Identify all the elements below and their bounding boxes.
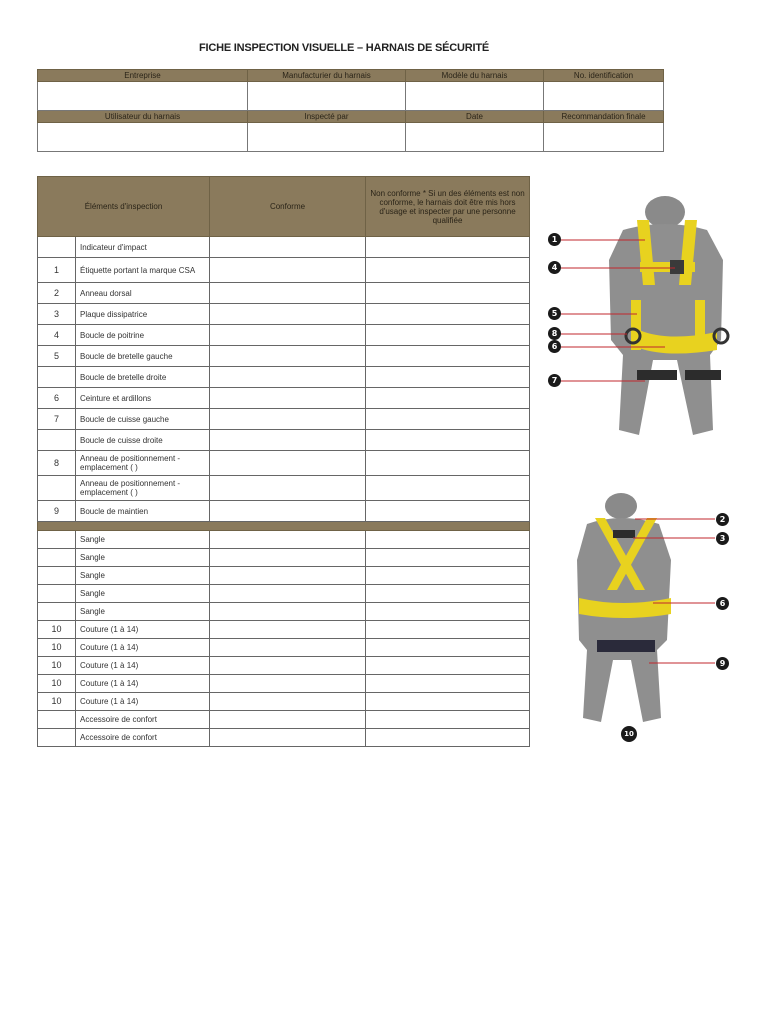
non-conforme-cell[interactable] (366, 657, 530, 675)
conforme-cell[interactable] (210, 585, 366, 603)
row-label: Sangle (76, 549, 210, 567)
table-row (38, 675, 530, 693)
front-label-8: 8 (548, 327, 561, 340)
conforme-cell[interactable] (210, 711, 366, 729)
modele-field[interactable] (406, 82, 544, 111)
inspection-table (37, 176, 530, 747)
table-row (38, 388, 530, 409)
harness-back-illustration (575, 490, 745, 745)
row-label: Boucle de cuisse gauche (76, 409, 210, 430)
row-number (38, 711, 76, 729)
conforme-cell[interactable] (210, 367, 366, 388)
conforme-cell[interactable] (210, 639, 366, 657)
row-number: 8 (38, 451, 76, 476)
harness-back-drawing (575, 490, 745, 745)
row-label: Sangle (76, 531, 210, 549)
row-label: Boucle de bretelle gauche (76, 346, 210, 367)
row-number: 1 (38, 258, 76, 283)
table-row (38, 409, 530, 430)
row-number: 2 (38, 283, 76, 304)
conforme-cell[interactable] (210, 451, 366, 476)
header-entreprise: Entreprise (38, 70, 248, 82)
row-number: 10 (38, 693, 76, 711)
row-number: 3 (38, 304, 76, 325)
header-inspecte-par: Inspecté par (248, 111, 406, 123)
table-row (38, 621, 530, 639)
row-label: Boucle de maintien (76, 501, 210, 522)
row-number (38, 237, 76, 258)
back-label-9: 9 (716, 657, 729, 670)
row-number: 10 (38, 675, 76, 693)
non-conforme-cell[interactable] (366, 304, 530, 325)
row-number (38, 729, 76, 747)
conforme-cell[interactable] (210, 430, 366, 451)
table-row (38, 729, 530, 747)
row-number (38, 567, 76, 585)
non-conforme-cell[interactable] (366, 531, 530, 549)
row-label: Indicateur d'impact (76, 237, 210, 258)
table-row (38, 549, 530, 567)
non-conforme-cell[interactable] (366, 388, 530, 409)
table-row (38, 693, 530, 711)
conforme-cell[interactable] (210, 283, 366, 304)
conforme-cell[interactable] (210, 237, 366, 258)
non-conforme-cell[interactable] (366, 430, 530, 451)
conforme-cell[interactable] (210, 531, 366, 549)
page-title: FICHE INSPECTION VISUELLE – HARNAIS DE SÉCURITÉ (198, 42, 490, 54)
conforme-cell[interactable] (210, 603, 366, 621)
non-conforme-cell[interactable] (366, 675, 530, 693)
back-label-2: 2 (716, 513, 729, 526)
harness-front-drawing (545, 190, 745, 445)
row-label: Boucle de cuisse droite (76, 430, 210, 451)
row-label: Étiquette portant la marque CSA (76, 258, 210, 283)
non-conforme-cell[interactable] (366, 567, 530, 585)
row-number: 10 (38, 621, 76, 639)
table-row (38, 237, 530, 258)
table-row (38, 476, 530, 501)
header-elements: Éléments d'inspection (38, 177, 210, 237)
non-conforme-cell[interactable] (366, 639, 530, 657)
row-label: Couture (1 à 14) (76, 639, 210, 657)
conforme-cell[interactable] (210, 657, 366, 675)
conforme-cell[interactable] (210, 501, 366, 522)
section-separator (38, 522, 530, 531)
utilisateur-field[interactable] (38, 123, 248, 152)
table-row (38, 531, 530, 549)
row-number (38, 430, 76, 451)
row-number (38, 585, 76, 603)
table-row (38, 346, 530, 367)
non-conforme-cell[interactable] (366, 585, 530, 603)
header-no-identification: No. identification (544, 70, 664, 82)
row-label: Accessoire de confort (76, 729, 210, 747)
row-number (38, 476, 76, 501)
row-number: 10 (38, 639, 76, 657)
row-label: Ceinture et ardillons (76, 388, 210, 409)
row-label: Anneau de positionnement - emplacement ( ) (76, 451, 210, 476)
non-conforme-cell[interactable] (366, 325, 530, 346)
header-utilisateur: Utilisateur du harnais (38, 111, 248, 123)
row-label: Boucle de bretelle droite (76, 367, 210, 388)
conforme-cell[interactable] (210, 729, 366, 747)
entreprise-field[interactable] (38, 82, 248, 111)
header-date: Date (406, 111, 544, 123)
non-conforme-cell[interactable] (366, 283, 530, 304)
conforme-cell[interactable] (210, 388, 366, 409)
row-label: Accessoire de confort (76, 711, 210, 729)
row-number (38, 367, 76, 388)
table-row (38, 283, 530, 304)
header-conforme: Conforme (210, 177, 366, 237)
front-label-4: 4 (548, 261, 561, 274)
row-number: 6 (38, 388, 76, 409)
conforme-cell[interactable] (210, 304, 366, 325)
header-non-conforme: Non conforme * Si un des éléments est non conforme, le harnais doit être mis hors d'usage et inspecter par une personne qualifiée (366, 177, 530, 237)
front-label-1: 1 (548, 233, 561, 246)
row-label: Sangle (76, 585, 210, 603)
table-row (38, 451, 530, 476)
front-label-6: 6 (548, 340, 561, 353)
row-label: Plaque dissipatrice (76, 304, 210, 325)
front-label-5: 5 (548, 307, 561, 320)
row-number: 9 (38, 501, 76, 522)
non-conforme-cell[interactable] (366, 409, 530, 430)
non-conforme-cell[interactable] (366, 451, 530, 476)
non-conforme-cell[interactable] (366, 603, 530, 621)
manufacturier-field[interactable] (248, 82, 406, 111)
row-number (38, 531, 76, 549)
table-row (38, 501, 530, 522)
row-number (38, 603, 76, 621)
front-label-7: 7 (548, 374, 561, 387)
table-row (38, 657, 530, 675)
non-conforme-cell[interactable] (366, 711, 530, 729)
table-row (38, 639, 530, 657)
conforme-cell[interactable] (210, 346, 366, 367)
header-recommandation: Recommandation finale (544, 111, 664, 123)
row-label: Sangle (76, 567, 210, 585)
non-conforme-cell[interactable] (366, 346, 530, 367)
table-row (38, 603, 530, 621)
table-row (38, 367, 530, 388)
conforme-cell[interactable] (210, 675, 366, 693)
back-label-10: 10 (621, 726, 637, 742)
row-label: Anneau de positionnement - emplacement ( ) (76, 476, 210, 501)
non-conforme-cell[interactable] (366, 476, 530, 501)
non-conforme-cell[interactable] (366, 258, 530, 283)
conforme-cell[interactable] (210, 325, 366, 346)
date-field[interactable] (406, 123, 544, 152)
back-label-6: 6 (716, 597, 729, 610)
table-row (38, 567, 530, 585)
row-label: Couture (1 à 14) (76, 675, 210, 693)
non-conforme-cell[interactable] (366, 237, 530, 258)
header-modele: Modèle du harnais (406, 70, 544, 82)
row-label: Boucle de poitrine (76, 325, 210, 346)
conforme-cell[interactable] (210, 258, 366, 283)
back-label-3: 3 (716, 532, 729, 545)
info-table (37, 69, 664, 152)
conforme-cell[interactable] (210, 476, 366, 501)
row-number: 4 (38, 325, 76, 346)
table-row (38, 325, 530, 346)
non-conforme-cell[interactable] (366, 621, 530, 639)
table-row (38, 711, 530, 729)
conforme-cell[interactable] (210, 693, 366, 711)
table-row (38, 304, 530, 325)
row-number: 10 (38, 657, 76, 675)
conforme-cell[interactable] (210, 567, 366, 585)
row-number: 5 (38, 346, 76, 367)
non-conforme-cell[interactable] (366, 693, 530, 711)
non-conforme-cell[interactable] (366, 367, 530, 388)
row-label: Sangle (76, 603, 210, 621)
no-identification-field[interactable] (544, 82, 664, 111)
row-label: Couture (1 à 14) (76, 657, 210, 675)
table-row (38, 258, 530, 283)
row-label: Couture (1 à 14) (76, 621, 210, 639)
row-label: Anneau dorsal (76, 283, 210, 304)
table-row (38, 430, 530, 451)
row-number (38, 549, 76, 567)
non-conforme-cell[interactable] (366, 549, 530, 567)
conforme-cell[interactable] (210, 549, 366, 567)
row-label: Couture (1 à 14) (76, 693, 210, 711)
inspecte-par-field[interactable] (248, 123, 406, 152)
table-row (38, 585, 530, 603)
non-conforme-cell[interactable] (366, 501, 530, 522)
conforme-cell[interactable] (210, 621, 366, 639)
row-number: 7 (38, 409, 76, 430)
conforme-cell[interactable] (210, 409, 366, 430)
header-manufacturier: Manufacturier du harnais (248, 70, 406, 82)
recommandation-field[interactable] (544, 123, 664, 152)
harness-front-illustration (545, 190, 745, 445)
non-conforme-cell[interactable] (366, 729, 530, 747)
